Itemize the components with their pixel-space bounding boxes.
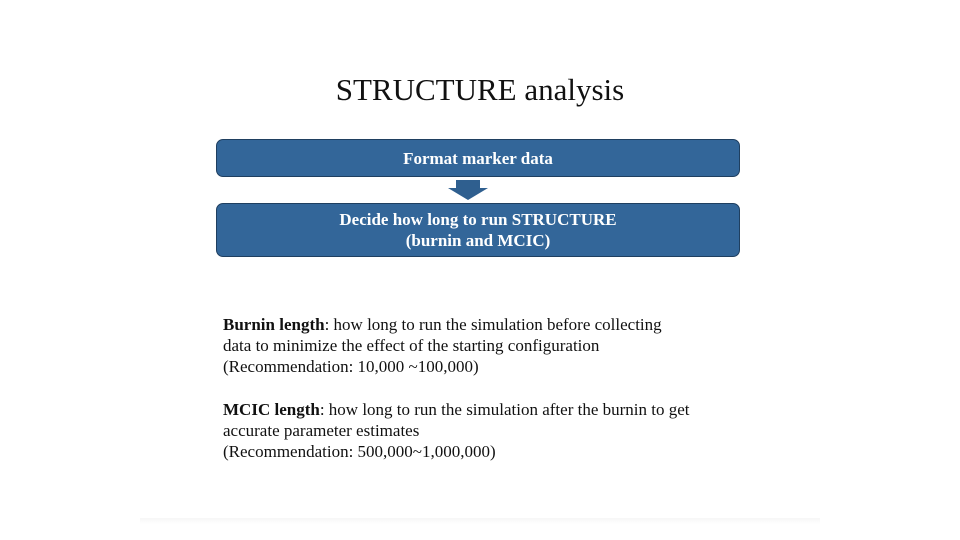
flow-step-decide-run-length — [216, 203, 740, 257]
burnin-recommendation: (Recommendation: 10,000 ~100,000) — [223, 357, 479, 376]
mcic-term: MCIC length — [223, 400, 320, 419]
burnin-line-2: data to minimize the effect of the starting configuration — [223, 336, 600, 355]
mcic-definition-start: : how long to run the simulation after the burnin to get — [319, 400, 690, 419]
mcic-recommendation: (Recommendation: 500,000~1,000,000) — [223, 442, 496, 461]
flow-step-label-line2: (burnin and MCIC) — [405, 231, 551, 250]
page-title: STRUCTURE analysis — [335, 72, 625, 107]
flow-step-label-line1: Decide how long to run STRUCTURE — [339, 210, 617, 229]
burnin-term: Burnin length — [223, 315, 325, 334]
flow-step-label: Format marker data — [403, 148, 553, 168]
burnin-length-description — [223, 314, 783, 377]
mcic-line-2: accurate parameter estimates — [223, 421, 420, 440]
down-arrow-icon — [448, 180, 488, 200]
mcic-line-1 — [223, 399, 783, 420]
burnin-definition-start: : how long to run the simulation before collecting — [324, 315, 662, 334]
mcic-length-description — [223, 399, 783, 462]
slide-bottom-divider — [140, 518, 820, 524]
flow-step-format-marker-data — [216, 139, 740, 177]
burnin-line-1 — [223, 314, 783, 335]
